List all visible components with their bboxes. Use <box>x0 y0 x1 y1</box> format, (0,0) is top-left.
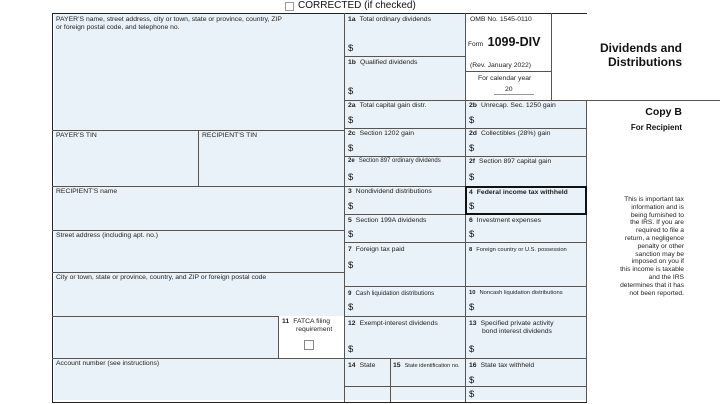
box-1a-num: 1a <box>348 16 356 23</box>
box-2e-num: 2e <box>348 158 355 164</box>
payer-info-label-2: or foreign postal code, and telephone no. <box>56 24 180 31</box>
box-2d-text: Collectibles (28%) gain <box>480 130 551 137</box>
divider-left-right <box>344 13 345 403</box>
box-2a-dollar: $ <box>348 115 354 126</box>
line-1b <box>344 56 466 57</box>
form-bottom-border <box>52 402 587 403</box>
tax-notice-line: information and is <box>631 203 684 211</box>
tax-notice-line: This is important tax <box>624 196 684 203</box>
payer-tin-label: PAYER’S TIN <box>56 132 97 139</box>
box-5-dollar: $ <box>348 229 354 240</box>
fatca-label-2: requirement <box>296 326 333 333</box>
box-4-label <box>469 189 568 197</box>
box-16-num: 16 <box>469 362 477 369</box>
omb-number: OMB No. 1545-0110 <box>470 16 532 23</box>
fatca-text: FATCA filing <box>293 318 331 325</box>
form-name-row <box>468 33 540 51</box>
box-2e-label <box>348 158 441 166</box>
box-2a-label <box>348 102 426 110</box>
recipient-tin-label: RECIPIENT’S TIN <box>202 132 258 139</box>
box-2d-dollar: $ <box>469 143 475 154</box>
corrected-checkbox[interactable] <box>285 2 294 11</box>
box-12-dollar: $ <box>348 344 354 355</box>
box-14-num: 14 <box>348 362 356 369</box>
box-1b-label <box>348 59 417 67</box>
payer-info-label: PAYER’S name, street address, city or town, state or province, country, ZIP <box>56 16 282 23</box>
box-5-num: 5 <box>348 217 352 224</box>
box-16-text: State tax withheld <box>480 362 535 369</box>
form-title-line-1: Dividends and <box>599 41 682 55</box>
box-2b-dollar: $ <box>469 115 475 126</box>
box-1a-dollar: $ <box>348 43 354 54</box>
box-10-text: Noncash liquidation distributions <box>479 290 563 296</box>
box-1b-num: 1b <box>348 59 356 66</box>
box-2c-label <box>348 130 414 138</box>
box-7-num: 7 <box>348 246 352 253</box>
box-13-dollar: $ <box>469 344 475 355</box>
box-4-num: 4 <box>469 189 473 196</box>
box-12-num: 12 <box>348 320 356 327</box>
box-15-num: 15 <box>393 362 401 369</box>
box-7-label <box>348 246 405 254</box>
form-name: 1099-DIV <box>487 35 541 49</box>
tax-notice-line: imposed on you if <box>631 258 684 266</box>
box-10-dollar: $ <box>469 302 475 313</box>
tax-notice <box>592 196 684 297</box>
form-word: Form <box>468 41 484 48</box>
box-1a-label <box>348 16 431 24</box>
tax-notice-line: sanction may be <box>635 250 684 258</box>
calendar-year-value: 20 <box>505 86 513 93</box>
box-13-label-2: bond interest dividends <box>482 328 552 335</box>
box-2b-text: Unrecap. Sec. 1250 gain <box>480 102 556 109</box>
line-2e <box>344 156 587 157</box>
tax-notice-line: determines that it has <box>620 281 684 289</box>
box-12-text: Exempt-interest dividends <box>359 320 438 327</box>
box-10-num: 10 <box>469 290 476 296</box>
box-1b-dollar: $ <box>348 86 354 97</box>
box-6-label <box>469 217 541 225</box>
fatca-num: 11 <box>282 318 290 325</box>
tax-notice-line: penalty or other <box>637 242 684 250</box>
copy-b-title: Copy B <box>645 106 682 118</box>
box-15-text: State identification no. <box>404 363 460 369</box>
box-3-num: 3 <box>348 188 352 195</box>
box-6-num: 6 <box>469 217 473 224</box>
box-7-dollar: $ <box>348 260 354 271</box>
city-label: City or town, state or province, country, and ZIP or foreign postal code <box>56 274 267 281</box>
line-payer-tin <box>52 130 345 131</box>
tax-notice-line: the IRS. If you are <box>630 219 684 227</box>
corrected-label: CORRECTED (if checked) <box>298 0 416 11</box>
box-2e-dollar: $ <box>348 172 354 183</box>
box-4-text: Federal income tax withheld <box>476 189 568 196</box>
box-1b-text: Qualified dividends <box>359 59 418 66</box>
divider-omb-right <box>551 13 552 100</box>
box-6-dollar: $ <box>469 229 475 240</box>
blank-left-field[interactable] <box>54 316 278 358</box>
box-10-label <box>469 290 563 298</box>
box-14-text: State <box>359 362 376 369</box>
line-2a <box>344 100 720 101</box>
box-16-dollar-2: $ <box>469 389 475 400</box>
box-3-label <box>348 188 432 196</box>
line-rev <box>465 71 552 72</box>
box-7-text: Foreign tax paid <box>355 246 405 253</box>
fatca-label <box>282 318 330 326</box>
box-15-label <box>393 362 460 371</box>
box-2f-label <box>469 158 551 166</box>
box-2e-text: Section 897 ordinary dividends <box>358 158 441 164</box>
box-12-label <box>348 320 438 328</box>
box-2b-label <box>469 102 556 110</box>
tax-notice-line: being furnished to <box>630 211 684 219</box>
box-16-label <box>469 362 534 370</box>
line-7 <box>344 242 587 243</box>
tax-notice-line: return, a negligence <box>624 234 684 242</box>
form-top-border <box>52 13 587 14</box>
box-8-text: Foreign country or U.S. possession <box>476 247 567 253</box>
box-2c-text: Section 1202 gain <box>359 130 414 137</box>
account-number-label: Account number (see instructions) <box>56 360 160 367</box>
recipient-name-label: RECIPIENT’S name <box>56 188 118 195</box>
box-5-label <box>348 217 426 225</box>
box-8-num: 8 <box>469 247 473 253</box>
box-16-dollar-1: $ <box>469 375 475 386</box>
box-1a-text: Total ordinary dividends <box>359 16 431 23</box>
line-city <box>52 272 345 273</box>
box-9-text: Cash liquidation distributions <box>355 290 435 297</box>
divider-14-15 <box>390 358 391 403</box>
box-6-text: Investment expenses <box>476 217 542 224</box>
tax-notice-line: and the IRS <box>648 273 684 281</box>
box-2f-text: Section 897 capital gain <box>479 158 552 165</box>
box-13-label <box>469 320 553 328</box>
line-9 <box>344 286 587 287</box>
line-account <box>52 358 587 359</box>
box-14-label <box>348 362 375 370</box>
calendar-year-underline <box>494 94 534 95</box>
form-title-line-2: Distributions <box>608 55 682 69</box>
copy-b-subtitle: For Recipient <box>630 123 682 132</box>
box-13-text: Specified private activity <box>480 320 554 327</box>
box-2f-num: 2f <box>469 158 476 165</box>
line-14-mid <box>344 386 587 387</box>
box-2d-num: 2d <box>469 130 477 137</box>
box-2a-text: Total capital gain distr. <box>359 102 427 109</box>
form-left-border <box>52 13 53 403</box>
box-2f-dollar: $ <box>469 172 475 183</box>
tax-notice-line: this income is taxable <box>620 266 684 274</box>
street-address-label: Street address (including apt. no.) <box>56 232 159 239</box>
box-8-label <box>469 247 567 255</box>
line-street <box>52 230 345 231</box>
box-2b-num: 2b <box>469 102 477 109</box>
box-13-num: 13 <box>469 320 477 327</box>
box-3-dollar: $ <box>348 201 354 212</box>
box-2c-dollar: $ <box>348 143 354 154</box>
box-3-text: Nondividend distributions <box>355 188 432 195</box>
box-2a-num: 2a <box>348 102 356 109</box>
box-5-text: Section 199A dividends <box>355 217 427 224</box>
divider-tin <box>198 130 199 186</box>
box-2c-num: 2c <box>348 130 356 137</box>
box-9-label <box>348 290 434 298</box>
box-2d-label <box>469 130 550 138</box>
box-9-dollar: $ <box>348 302 354 313</box>
fatca-checkbox[interactable] <box>304 340 314 350</box>
box-4-dollar: $ <box>469 201 475 212</box>
calendar-year-label: For calendar year <box>478 75 532 82</box>
tax-notice-line: not been reported. <box>629 289 684 297</box>
box-9-num: 9 <box>348 290 352 297</box>
line-2c <box>344 128 587 129</box>
form-revision: (Rev. January 2022) <box>470 62 532 69</box>
tax-notice-line: required to file a <box>636 227 684 235</box>
